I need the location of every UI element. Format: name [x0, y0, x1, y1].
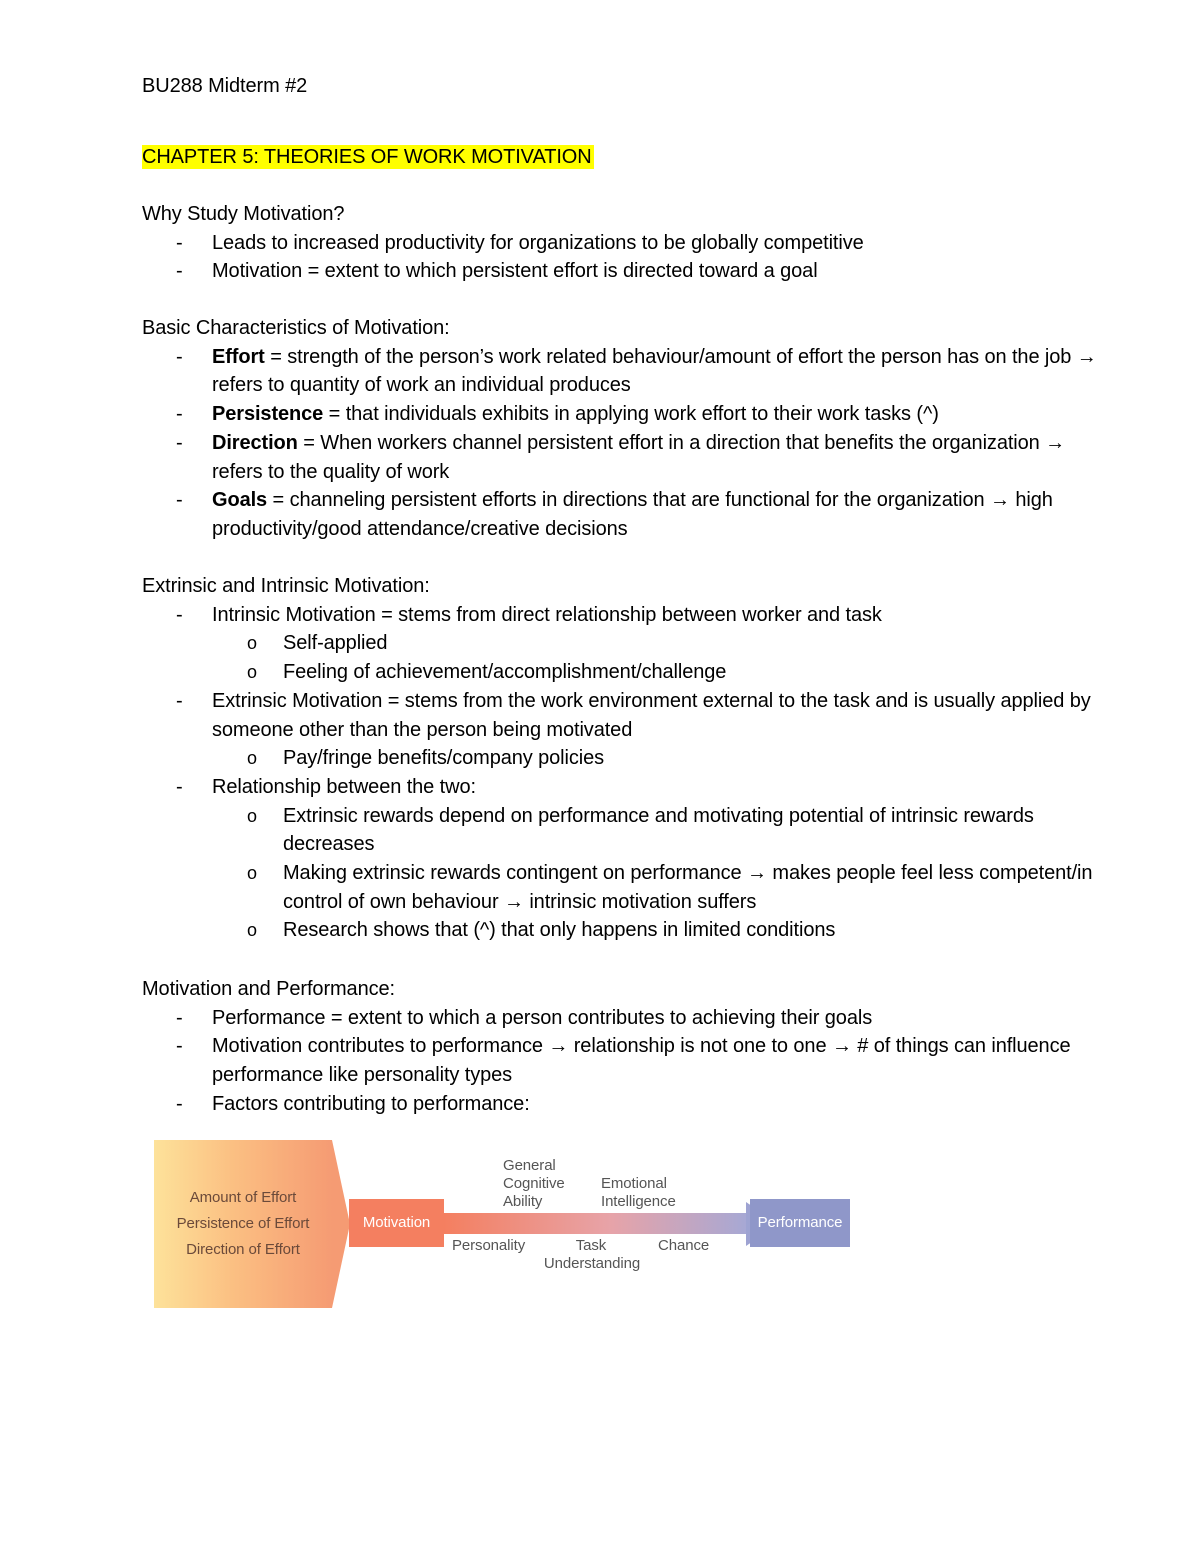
label-task-understanding [542, 1237, 642, 1273]
definition-text: = channeling persistent efforts in directions that are functional for the organization [267, 489, 991, 512]
term-persistence: Persistence [212, 403, 324, 426]
list-item [142, 257, 1102, 286]
performance-factors-diagram [154, 1140, 854, 1310]
list-item [142, 1004, 1102, 1033]
list-item [142, 1090, 1102, 1119]
term-goals: Goals [212, 489, 268, 512]
bullet-list [142, 229, 1102, 286]
list-item [142, 1032, 1102, 1089]
sub-list-item [142, 658, 1102, 687]
label-general-cognitive-ability [503, 1157, 565, 1211]
effort-label: Direction of Effort [186, 1241, 300, 1258]
chapter-heading [142, 145, 594, 169]
list-item-intrinsic [142, 601, 1102, 687]
list-item-goals [142, 486, 1102, 543]
list-item-text: Performance = extent to which a person contributes to achieving their goals [212, 1006, 873, 1029]
sub-list-item [142, 916, 1102, 945]
sub-list-item [142, 859, 1102, 916]
motivation-box: Motivation [349, 1199, 444, 1247]
dash-bullet: - [176, 231, 183, 254]
section-extrinsic-intrinsic [142, 572, 1102, 945]
label-line: Ability [503, 1193, 543, 1210]
dash-bullet: - [176, 345, 183, 368]
list-item-text: Extrinsic Motivation = stems from the work environment external to the task and is usually applied by someone other than the person being motivated [212, 689, 1091, 741]
effort-box-pointer [332, 1140, 350, 1308]
dash-bullet: - [176, 489, 183, 512]
list-item-direction [142, 429, 1102, 486]
bullet-list [142, 343, 1102, 544]
section-basic-characteristics [142, 314, 1102, 544]
section-motivation-performance [142, 975, 1102, 1119]
list-item-relationship [142, 773, 1102, 945]
sub-item-text: Making extrinsic rewards contingent on performance [283, 862, 748, 885]
dash-bullet: - [176, 603, 183, 626]
sub-item-text: Pay/fringe benefits/company policies [283, 747, 605, 770]
circle-bullet: o [247, 863, 257, 884]
term-effort: Effort [212, 345, 265, 368]
sub-list-item [142, 629, 1102, 658]
term-direction: Direction [212, 431, 298, 454]
list-item-text: Leads to increased productivity for organizations to be globally competitive [212, 231, 864, 254]
sub-item-text: Research shows that (^) that only happens in limited conditions [283, 919, 836, 942]
bullet-list [142, 1004, 1102, 1119]
label-chance: Chance [658, 1237, 710, 1254]
label-line: Emotional [601, 1175, 667, 1192]
label-line: Intelligence [601, 1193, 676, 1210]
dash-bullet: - [176, 1006, 183, 1029]
sub-list [212, 802, 1102, 946]
circle-bullet: o [247, 920, 257, 941]
definition-text: refers to quantity of work an individual produces [212, 374, 631, 397]
sub-item-text: Extrinsic rewards depend on performance and motivating potential of intrinsic rewards decreases [283, 804, 1034, 856]
dash-bullet: - [176, 689, 183, 712]
circle-bullet: o [247, 662, 257, 683]
circle-bullet: o [247, 633, 257, 654]
list-item-text: Motivation contributes to performance [212, 1035, 549, 1058]
arrow-right-icon: → [990, 489, 1010, 512]
sub-item-text: Feeling of achievement/accomplishment/challenge [283, 661, 727, 684]
definition-text: = When workers channel persistent effort in a direction that benefits the organization [297, 431, 1046, 454]
definition-text: = that individuals exhibits in applying work effort to their work tasks (^) [323, 403, 939, 426]
section-heading: Extrinsic and Intrinsic Motivation: [142, 575, 430, 597]
list-item-text: relationship is not one to one [568, 1035, 832, 1058]
list-item-text: Intrinsic Motivation = stems from direct relationship between worker and task [212, 603, 882, 626]
list-item-text: Relationship between the two: [212, 775, 476, 798]
arrow-right-icon: → [548, 1035, 569, 1058]
label-emotional-intelligence [601, 1175, 676, 1211]
definition-text: = strength of the person’s work related behaviour/amount of effort the person has on the job [264, 345, 1077, 368]
section-heading: Why Study Motivation? [142, 203, 345, 225]
list-item-persistence [142, 400, 1102, 429]
list-item-text: # of things can influence performance like personality types [212, 1035, 1071, 1087]
label-line: Understanding [543, 1255, 641, 1272]
label-personality: Personality [452, 1237, 526, 1254]
list-item-text: Motivation = extent to which persistent effort is directed toward a goal [212, 260, 818, 283]
definition-text: refers to the quality of work [212, 460, 450, 483]
label-line: Task [575, 1237, 607, 1254]
arrow-right-icon: → [1045, 431, 1066, 454]
arrow-shaft [444, 1213, 746, 1234]
bullet-list [142, 601, 1102, 945]
list-item-text: Factors contributing to performance: [212, 1092, 530, 1115]
sub-item-text: makes people feel less competent/in control of own behaviour [283, 862, 1093, 913]
section-heading: Basic Characteristics of Motivation: [142, 317, 450, 339]
sub-item-text: Self-applied [283, 632, 388, 655]
arrow-right-icon: → [1076, 345, 1097, 368]
dash-bullet: - [176, 1035, 183, 1058]
section-heading: Motivation and Performance: [142, 978, 395, 1000]
list-item [142, 229, 1102, 258]
label-line: General [503, 1157, 556, 1174]
effort-label: Amount of Effort [189, 1189, 297, 1206]
chapter-heading-text: CHAPTER 5: THEORIES OF WORK MOTIVATION [142, 146, 592, 168]
arrow-right-icon: → [747, 862, 767, 885]
dash-bullet: - [176, 1092, 183, 1115]
arrow-right-icon: → [503, 890, 524, 913]
document-title: BU288 Midterm #2 [142, 75, 308, 97]
list-item-effort [142, 343, 1102, 400]
sub-list [212, 629, 1102, 686]
performance-box: Performance [750, 1199, 850, 1247]
sub-list-item [142, 802, 1102, 859]
circle-bullet: o [247, 805, 257, 826]
effort-labels [154, 1185, 332, 1263]
dash-bullet: - [176, 260, 183, 283]
circle-bullet: o [247, 748, 257, 769]
sub-item-text: intrinsic motivation suffers [523, 890, 757, 913]
dash-bullet: - [176, 775, 183, 798]
label-line: Cognitive [503, 1175, 565, 1192]
dash-bullet: - [176, 403, 183, 426]
definition-text: high productivity/good attendance/creative decisions [212, 489, 1053, 540]
section-why-study-motivation [142, 200, 1102, 286]
sub-list [212, 744, 1102, 773]
sub-list-item [142, 744, 1102, 773]
effort-label: Persistence of Effort [176, 1215, 310, 1232]
dash-bullet: - [176, 431, 183, 454]
arrow-right-icon: → [831, 1035, 852, 1058]
list-item-extrinsic [142, 687, 1102, 773]
